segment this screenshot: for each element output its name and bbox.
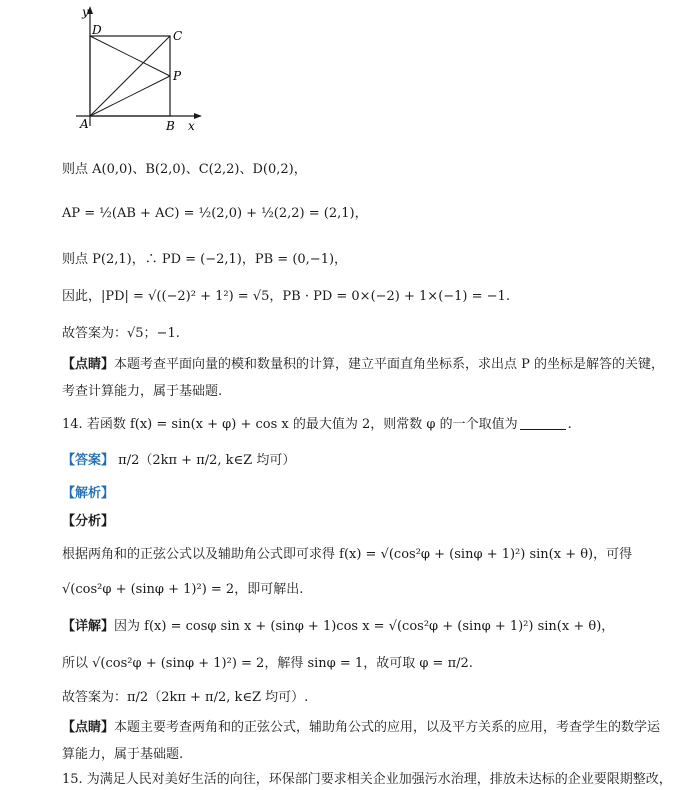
- label-c: C: [173, 29, 183, 43]
- x-axis-arrow: [194, 113, 202, 119]
- xiangjie-line1: [62, 617, 614, 637]
- points-line: 则点 A(0,0)、B(2,0)、C(2,2)、D(0,2)，: [62, 162, 307, 177]
- q14-line: [62, 415, 572, 435]
- q14-post: .: [567, 417, 572, 432]
- comment14-line2: 算能力，属于基础题.: [62, 747, 184, 762]
- q14-text: 若函数 f(x) = sin(x + φ) + cos x 的最大值为 2，则常数 φ 的一个取值为: [86, 417, 518, 432]
- fenxi-line2: √(cos²φ + (sinφ + 1)²) = 2，即可解出.: [62, 582, 304, 597]
- xiangjie-text1: 因为 f(x) = cosφ sin x + (sinφ + 1)cos x = √(cos²φ + (sinφ + 1)²) sin(x + θ)，: [114, 619, 615, 634]
- segment-ac: [90, 36, 170, 116]
- comment13-tag: 【点睛】: [62, 357, 115, 372]
- xiangjie-line2: 所以 √(cos²φ + (sinφ + 1)²) = 2，解得 sinφ = 1，故可取 φ = π/2.: [62, 656, 473, 671]
- label-b: B: [166, 119, 175, 133]
- coordinate-figure: [70, 4, 210, 134]
- label-p: P: [173, 69, 182, 83]
- jiexi-tag: [62, 484, 114, 504]
- answer14-text: π/2（2kπ + π/2, k∈Z 均可）: [118, 453, 296, 468]
- comment13-line2: 考查计算能力，属于基础题.: [62, 384, 223, 399]
- jiexi-label: 【解析】: [62, 486, 115, 501]
- label-d: D: [92, 23, 102, 37]
- q14-number: 14.: [62, 417, 83, 432]
- xiangjie-tag: 【详解】: [62, 619, 115, 634]
- pd-pb-line: 则点 P(2,1)，∴ PD = (−2,1)，PB = (0,−1)，: [62, 252, 348, 267]
- segment-ap: [90, 76, 170, 116]
- segment-dp: [90, 36, 170, 76]
- fenxi-line1: 根据两角和的正弦公式以及辅助角公式即可求得 f(x) = √(cos²φ + (sinφ + 1)²) sin(x + θ)，可得: [62, 547, 633, 562]
- label-y: y: [82, 5, 89, 19]
- comment14-text1: 本题主要考查两角和的正弦公式，辅助角公式的应用，以及平方关系的应用，考查学生的数学运: [114, 720, 661, 735]
- ap-line: AP = ½(AB + AC) = ½(2,0) + ½(2,2) = (2,1)，: [62, 206, 368, 221]
- label-x: x: [188, 119, 195, 133]
- q15-line: 15. 为满足人民对美好生活的向往，环保部门要求相关企业加强污水治理，排放未达标的企业要限期整改，: [62, 772, 672, 787]
- result-line: 因此，|PD| = √((−2)² + 1²) = √5，PB · PD = 0×(−2) + 1×(−1) = −1.: [62, 289, 510, 304]
- comment14-line1: [62, 718, 660, 738]
- fenxi-label: 【分析】: [62, 514, 115, 529]
- answer14-line: [62, 451, 295, 471]
- answer14-tag: 【答案】: [62, 453, 115, 468]
- comment14-tag: 【点睛】: [62, 720, 115, 735]
- xiangjie-answer: 故答案为：π/2（2kπ + π/2, k∈Z 均可）.: [62, 690, 309, 705]
- fenxi-tag: [62, 512, 114, 532]
- q14-blank: [520, 429, 566, 430]
- label-a: A: [80, 117, 89, 131]
- answer13-line: 故答案为：√5；−1.: [62, 326, 180, 341]
- comment13-text1: 本题考查平面向量的模和数量积的计算，建立平面直角坐标系，求出点 P 的坐标是解答的关键，: [114, 357, 665, 372]
- comment13-line1: [62, 355, 664, 375]
